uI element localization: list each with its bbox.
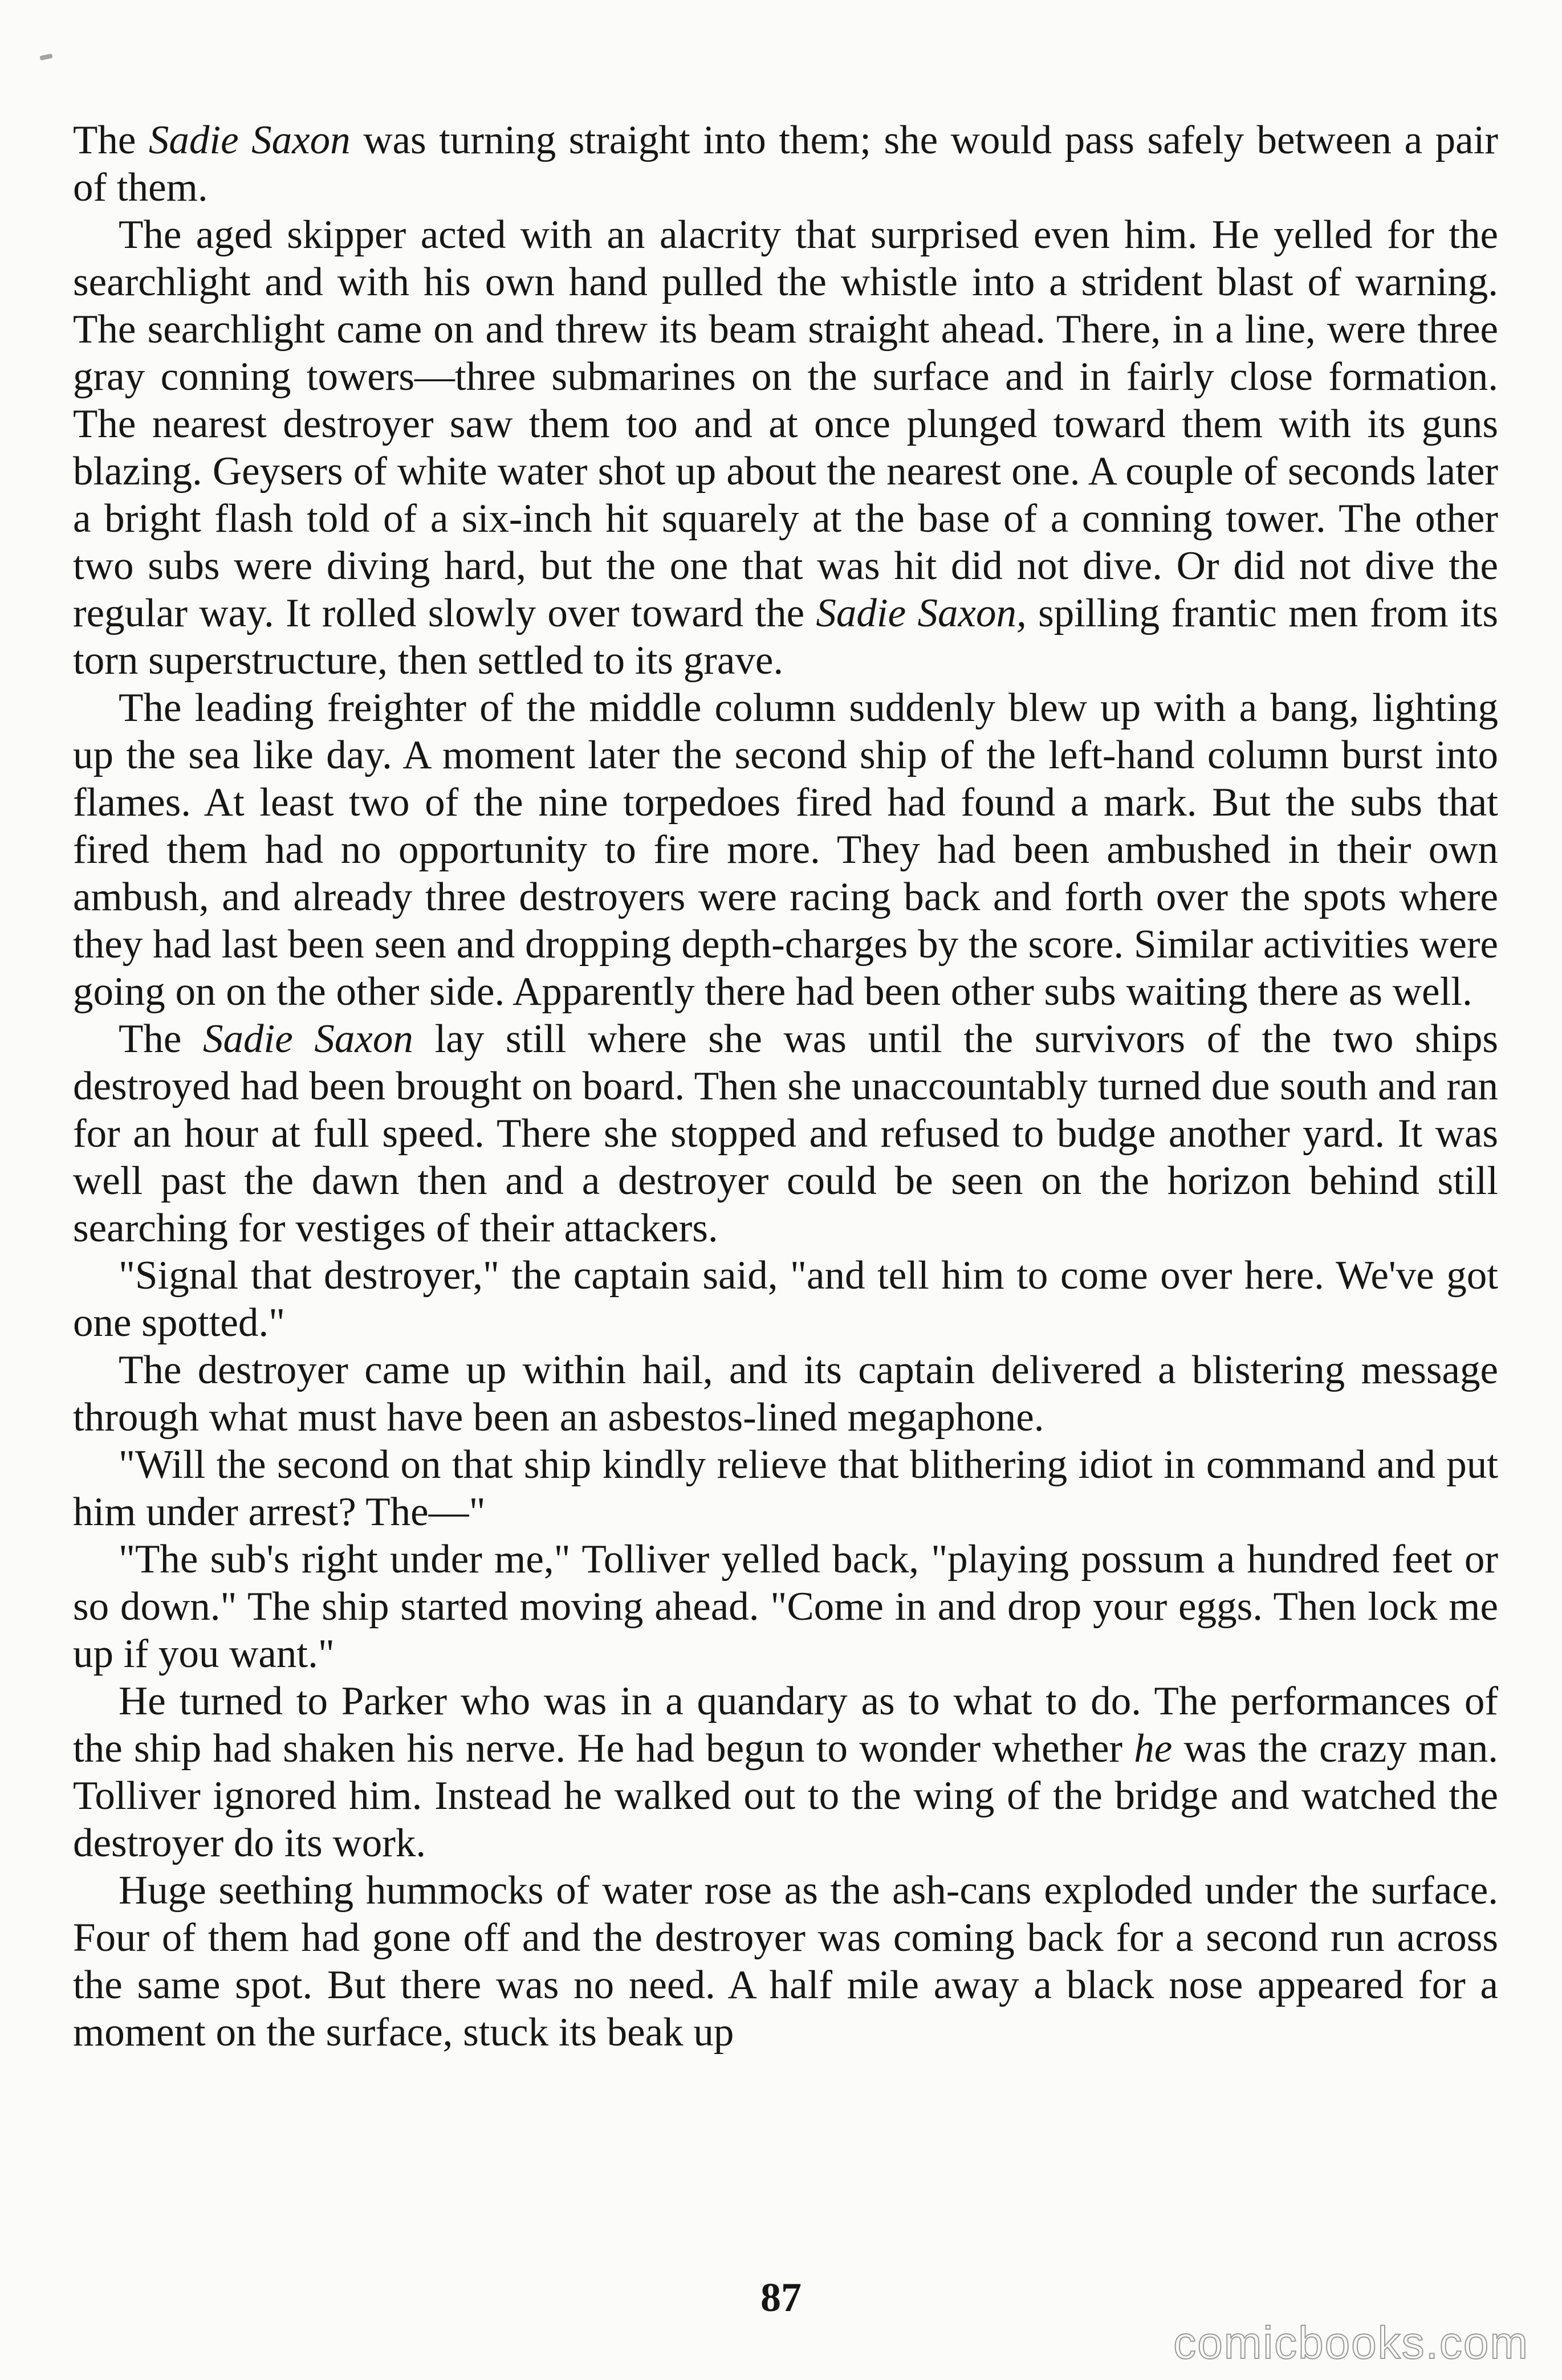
text-run: spilling frantic men from its torn superstructure, then settled to its grave.	[73, 591, 1498, 683]
text-run: Huge seething hummocks of water rose as the ash-cans exploded under the surface. Four of them had gone off and the destroyer was coming back for a second run across the same spot. But there was no need. A half mile away a black nose appeared for a moment on the surface, stuck its beak up	[73, 1868, 1498, 2055]
text-run: "Signal that destroyer," the captain said, "and tell him to come over here. We've got one spotted."	[73, 1253, 1498, 1345]
italic-text: Sadie Saxon	[148, 118, 351, 162]
paragraph	[73, 1678, 1498, 1867]
text-run: The aged skipper acted with an alacrity that surprised even him. He yelled for the searchlight and with his own hand pulled the whistle into a strident blast of warning. The searchlight came on and threw its beam straight ahead. There, in a line, were three gray conning towers—three submarines on the surface and in fairly close formation. The nearest destroyer saw them too and at once plunged toward them with its guns blazing. Geysers of white water shot up about the nearest one. A couple of seconds later a bright flash told of a six-inch hit squarely at the base of a conning tower. The other two subs were diving hard, but the one that was hit did not dive. Or did not dive the regular way. It rolled slowly over toward the	[73, 213, 1498, 635]
italic-text: he	[1134, 1726, 1173, 1771]
paragraph	[73, 1016, 1498, 1252]
text-run: lay still where she was until the survivors of the two ships destroyed had been brought on board. Then she unaccountably turned due south and ran for an hour at full speed. There she stopped and refused to budge another yard. It was well past the dawn then and a destroyer could be seen on the horizon behind still searching for vestiges of their attackers.	[73, 1017, 1498, 1250]
text-run: "The sub's right under me," Tolliver yelled back, "playing possum a hundred feet or so down." The ship started moving ahead. "Come in and drop your eggs. Then lock me up if you want."	[73, 1537, 1498, 1676]
text-run: He turned to Parker who was in a quandary as to what to do. The performances of the ship had shaken his nerve. He had begun to wonder whether	[73, 1679, 1498, 1771]
text-run: The destroyer came up within hail, and its captain delivered a blistering message through what must have been an asbestos-lined megaphone.	[73, 1348, 1498, 1440]
text-run: The leading freighter of the middle column suddenly blew up with a bang, lighting up the sea like day. A moment later the second ship of the left-hand column burst into flames. At least two of the nine torpedoes fired had found a mark. But the subs that fired them had no opportunity to fire more. They had been ambushed in their own ambush, and already three destroyers were racing back and forth over the spots where they had last been seen and dropping depth-charges by the score. Similar activities were going on on the other side. Apparently there had been other subs waiting there as well.	[73, 686, 1498, 1014]
paragraph	[73, 684, 1498, 1016]
text-run: was the crazy man. Tolliver ignored him. Instead he walked out to the wing of the bridge and watched the destroyer do its work.	[73, 1726, 1498, 1865]
paragraph	[73, 1347, 1498, 1441]
ink-speck	[39, 54, 52, 60]
text-run: "Will the second on that ship kindly relieve that blithering idiot in command and put him under arrest? The—"	[73, 1442, 1498, 1534]
body-text	[73, 117, 1498, 2056]
italic-text: Sadie Saxon,	[816, 591, 1027, 635]
watermark: comicbooks.com	[1173, 2317, 1529, 2368]
page-number: 87	[760, 2275, 802, 2320]
paragraph	[73, 1536, 1498, 1678]
paragraph	[73, 1867, 1498, 2056]
paragraph	[73, 1252, 1498, 1347]
text-run: was turning straight into them; she would pass safely between a pair of them.	[73, 118, 1498, 210]
paragraph	[73, 211, 1498, 684]
text-run: The	[73, 118, 149, 162]
paragraph	[73, 1441, 1498, 1536]
italic-text: Sadie Saxon	[203, 1017, 413, 1061]
paragraph	[73, 117, 1498, 211]
text-run: The	[119, 1017, 204, 1061]
